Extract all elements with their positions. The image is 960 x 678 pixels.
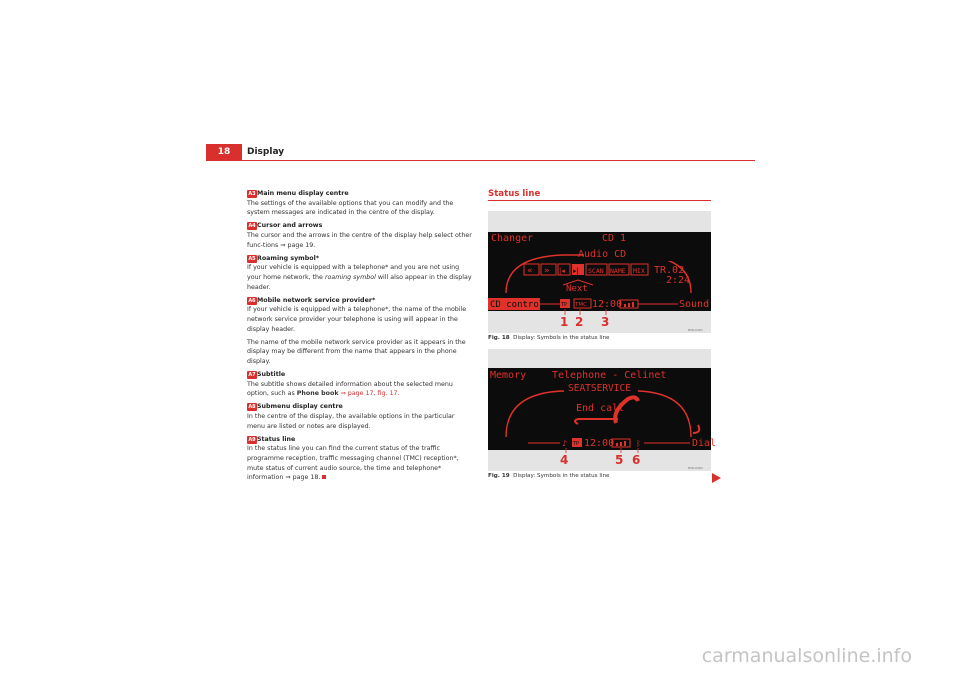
- btn-next-fast-icon: »: [544, 266, 550, 276]
- display2-top-left: Memory: [490, 370, 527, 381]
- status-tmc-icon: TMC: [575, 302, 587, 308]
- item-number-badge: A8: [248, 404, 256, 411]
- btn-mix: MIX: [633, 267, 645, 275]
- legend-item-title: Cursor and arrows: [257, 222, 323, 230]
- display-top-left: Changer: [491, 233, 534, 244]
- legend-item-paragraph: [247, 412, 472, 431]
- btn-prev-track-icon: |◂: [559, 267, 565, 275]
- section-divider: [488, 200, 711, 201]
- figure-18-caption: [488, 335, 609, 341]
- page-number: 18: [206, 144, 242, 160]
- figure-18: [488, 211, 711, 333]
- item-number-badge: A6: [248, 297, 256, 304]
- legend-item-title: Subtitle: [257, 371, 286, 379]
- text-run: The subtitle shows detailed information about the selected menu option, such as: [247, 380, 453, 398]
- legend-item-paragraph: [247, 231, 472, 250]
- figure-18-label: Fig. 18: [488, 335, 510, 341]
- item-number-badge: A7: [248, 371, 256, 378]
- legend-item-paragraph: [247, 380, 472, 399]
- page-header-title: Display: [247, 147, 285, 157]
- text-run: will also appear in the display header.: [247, 273, 472, 291]
- legend-item: [247, 370, 472, 399]
- telephone-display: [488, 349, 717, 471]
- legend-item-heading: [247, 296, 472, 306]
- legend-item: [247, 435, 472, 483]
- bluetooth-icon: ᛒ: [636, 439, 641, 448]
- legend-item-title: Roaming symbol*: [257, 254, 320, 262]
- watermark: carmanualsonline.info: [701, 645, 912, 667]
- header-divider: [206, 160, 755, 161]
- figure-code: B3R-0483: [688, 328, 703, 332]
- legend-item: [247, 402, 472, 431]
- text-run: If your vehicle is equipped with a telephone* and you are not using your home network, the: [247, 264, 460, 281]
- legend-item: [247, 221, 472, 250]
- figure-19-label: Fig. 19: [488, 473, 510, 479]
- display2-subtitle: SEATSERVICE: [568, 383, 631, 394]
- callout-3: 3: [601, 315, 610, 329]
- display2-status-right: Dial: [692, 438, 717, 449]
- display-status-left: CD control: [490, 300, 545, 310]
- text-run: In the centre of the display, the available options in the particular menu are listed or notes are displayed.: [247, 413, 455, 430]
- legend-item-heading: [247, 402, 472, 412]
- display-top-center: CD 1: [602, 233, 627, 244]
- display-status-right: Sound: [679, 299, 710, 310]
- legend-item-title: Mobile network service provider*: [257, 296, 376, 304]
- item-number-badge: A4: [248, 223, 256, 230]
- legend-item: [247, 254, 472, 292]
- figure-19: [488, 349, 717, 471]
- display2-center-text: End call: [576, 403, 625, 414]
- display-subtitle: Audio CD: [578, 249, 627, 260]
- text-run[interactable]: ⇒ page 17, fig. 17.: [338, 390, 400, 398]
- btn-name: NAME: [610, 267, 626, 275]
- item-number-badge: A9: [248, 436, 256, 443]
- btn-prev-fast-icon: «: [527, 266, 533, 276]
- legend-item-heading: [247, 254, 472, 264]
- callout-6: 6: [632, 453, 641, 467]
- text-run: If your vehicle is equipped with a telephone*, the name of the mobile network service provider your telephone is using will appear in the display header.: [247, 306, 467, 333]
- status-tp-icon: TP: [561, 302, 568, 308]
- item-number-badge: A5: [248, 255, 256, 262]
- legend-item-heading: [247, 221, 472, 231]
- figure2-code: B3R-0484: [688, 466, 703, 470]
- legend-item: [247, 189, 472, 218]
- legend-item-paragraph: [247, 305, 472, 334]
- btn-scan: SCAN: [588, 267, 604, 275]
- display-track: TR.02: [654, 265, 685, 276]
- legend-item-title: Submenu display centre: [257, 403, 343, 411]
- legend-item-heading: [247, 435, 472, 445]
- legend-item-paragraph: [247, 444, 472, 482]
- text-run: In the status line you can find the current status of the traffic programme reception, traffic messaging channel (TMC) reception*, mute status of current audio source, the time and telephone* information ⇒ page 18.: [247, 445, 459, 482]
- legend-item-heading: [247, 189, 472, 199]
- legend-item-paragraph: [247, 338, 472, 367]
- btn-next-track-icon: ▸|: [573, 267, 579, 275]
- callout-4: 4: [560, 453, 569, 467]
- display2-top-center: Telephone - Celinet: [552, 370, 667, 381]
- display2-status-time: 12:00: [584, 438, 615, 449]
- figure-19-caption: [488, 473, 609, 479]
- text-run: The cursor and the arrows in the centre of the display help select other func-tions ⇒ page 19.: [247, 231, 472, 249]
- display-track-time: 2:24: [666, 275, 691, 286]
- figure-18-text: Display: Symbols in the status line: [513, 335, 610, 341]
- text-run: roaming symbol: [324, 273, 376, 281]
- left-column: [247, 189, 472, 486]
- figure-19-text: Display: Symbols in the status line: [513, 473, 610, 479]
- cd-changer-display: [488, 211, 711, 333]
- text-run: Phone book: [296, 390, 339, 398]
- callout-2: 2: [575, 315, 584, 329]
- legend-item-heading: [247, 370, 472, 380]
- item-number-badge: A3: [248, 190, 256, 197]
- display-status-time: 12:00: [592, 299, 623, 310]
- legend-item: [247, 296, 472, 367]
- callout-5: 5: [615, 453, 624, 467]
- mute-icon: ♪: [562, 439, 568, 448]
- status2-tp-icon: TP: [573, 441, 580, 447]
- text-run: The name of the mobile network service provider as it appears in the display may be different from the name that appears in the phone display.: [247, 338, 466, 365]
- legend-item-title: Status line: [257, 435, 296, 443]
- section-title: Status line: [488, 189, 541, 199]
- next-page-arrow-icon[interactable]: [712, 473, 721, 483]
- legend-item-paragraph: [247, 263, 472, 292]
- display-next-label: Next: [566, 284, 588, 294]
- callout-1: 1: [560, 315, 569, 329]
- legend-item-title: Main menu display centre: [257, 190, 349, 197]
- end-of-section-icon: [322, 475, 326, 479]
- legend-item-paragraph: [247, 199, 472, 218]
- text-run: The settings of the available options that you can modify and the system messages are indicated in the centre of the display.: [247, 199, 454, 217]
